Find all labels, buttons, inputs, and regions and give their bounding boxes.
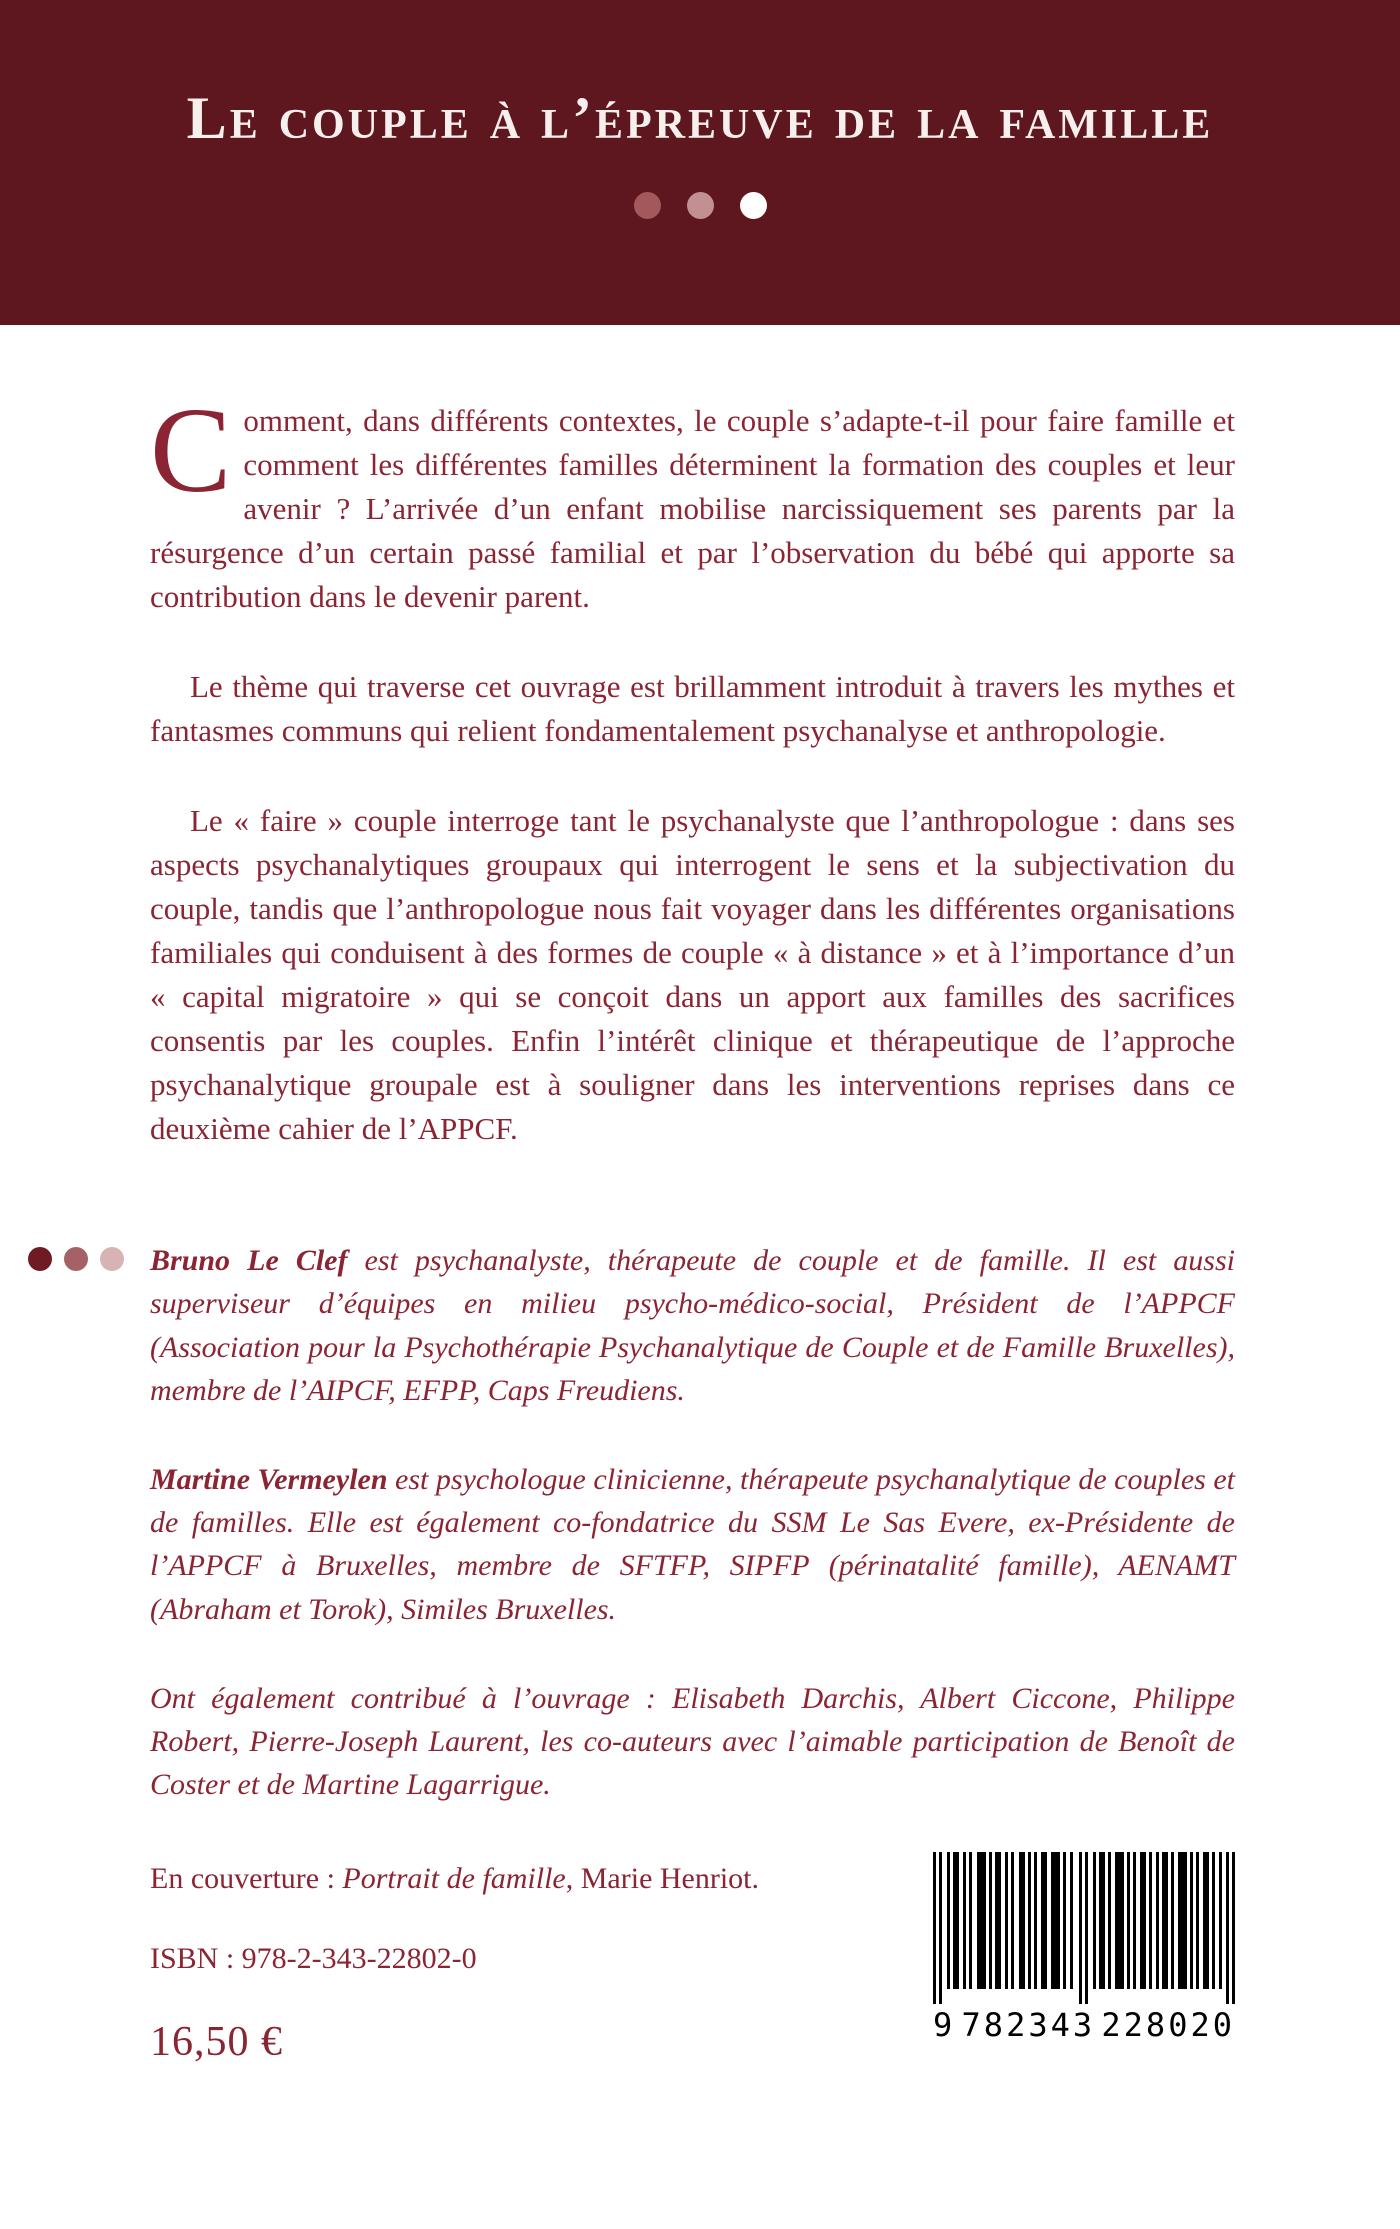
barcode-digit-group: 9 xyxy=(933,2006,956,2045)
barcode xyxy=(933,1852,1235,2044)
author-bio-text: est psychanalyste, thérapeute de couple et de famille. Il est aussi superviseur d’équipes en milieu psycho-médico-social, Président de l’APPCF (Association pour la Psychothérapie Psychanalytique de Couple et de Famille Bruxelles), membre de l’AIPCF, EFPP, Caps Freudiens. xyxy=(150,1244,1235,1407)
blurb-paragraph-2: Le thème qui traverse cet ouvrage est brillamment introduit à travers les mythes et fantasmes communs qui relient fondamentalement psychanalyse et anthropologie. xyxy=(150,669,1235,749)
header-dots xyxy=(0,192,1400,219)
blurb-paragraph-1 xyxy=(150,383,1235,619)
isbn: ISBN : 978-2-343-22802-0 xyxy=(150,1942,477,1976)
cover-credit-prefix: En couverture : xyxy=(150,1862,343,1896)
title-band xyxy=(0,0,1400,325)
footer-left xyxy=(150,1852,933,2108)
dot-icon xyxy=(64,1247,88,1271)
dot-icon xyxy=(28,1247,52,1271)
cover-artwork-title: Portrait de famille xyxy=(342,1862,566,1896)
price: 16,50 € xyxy=(150,2019,283,2066)
author-bio-text: est psychologue clinicienne, thérapeute psychanalytique de couples et de familles. Elle est également co-fondatrice du SSM Le Sas Evere, ex-Présidente de l’APPCF à Bruxelles, membre de SFTFP, SIPFP (périnatalité famille), AENAMT (Abraham et Torok), Similes Bruxelles. xyxy=(150,1462,1235,1626)
barcode-number xyxy=(933,2006,1235,2044)
cover-credit-suffix: , Marie Henriot. xyxy=(565,1862,760,1896)
barcode-icon xyxy=(933,1852,1235,2004)
cover-credit xyxy=(150,1862,933,1896)
dot-icon xyxy=(634,192,661,219)
dot-icon xyxy=(687,192,714,219)
blurb-paragraph-3: Le « faire » couple interroge tant le psychanalyste que l’anthropologue : dans ses aspects psychanalytiques groupaux qui interrogent le sens et la subjectivation du couple, tandis que l’anthropologue nous fait voyager dans les différentes organisations familiales qui conduisent à des formes de couple « à distance » et à l’importance d’un « capital migratoire » qui se conçoit dans un apport aux familles des sacrifices consentis par les couples. Enfin l’intérêt clinique et thérapeutique de l’approche psychanalytique groupale est à souligner dans les interventions reprises dans ce deuxième cahier de l’APPCF. xyxy=(150,803,1235,1147)
contributors-paragraph: Ont également contribué à l’ouvrage : Elisabeth Darchis, Albert Ciccone, Philippe Robert, Pierre-Joseph Laurent, les co-auteurs avec l’aimable participation de Benoît de Coster et de Martine Lagarrigue. xyxy=(150,1681,1235,1802)
section-dots xyxy=(28,1247,124,1271)
footer xyxy=(150,1852,1235,2108)
blurb-paragraph-1-text: omment, dans différents contextes, le couple s’adapte-t-il pour faire famille et comment les différentes familles déterminent la formation des couples et leur avenir ? L’arrivée d’un enfant mobilise narcissiquement ses parents par la résurgence d’un certain passé familial et par l’observation du bébé qui apporte sa contribution dans le devenir parent. xyxy=(150,403,1235,615)
dot-icon xyxy=(740,192,767,219)
author-name: Martine Vermeylen xyxy=(150,1462,388,1496)
dropcap-letter: C xyxy=(150,383,232,518)
barcode-digit-group: 228020 xyxy=(1101,2006,1235,2045)
page-title: Le couple à l’épreuve de la famille xyxy=(186,85,1214,151)
authors-section xyxy=(150,1239,1235,1806)
author-bio-martine xyxy=(150,1458,1235,1631)
barcode-digit-group: 782343 xyxy=(961,2006,1096,2045)
dot-icon xyxy=(100,1247,124,1271)
back-cover-content xyxy=(0,383,1400,2108)
author-name: Bruno Le Clef xyxy=(150,1244,348,1278)
author-bio-bruno xyxy=(150,1239,1235,1412)
